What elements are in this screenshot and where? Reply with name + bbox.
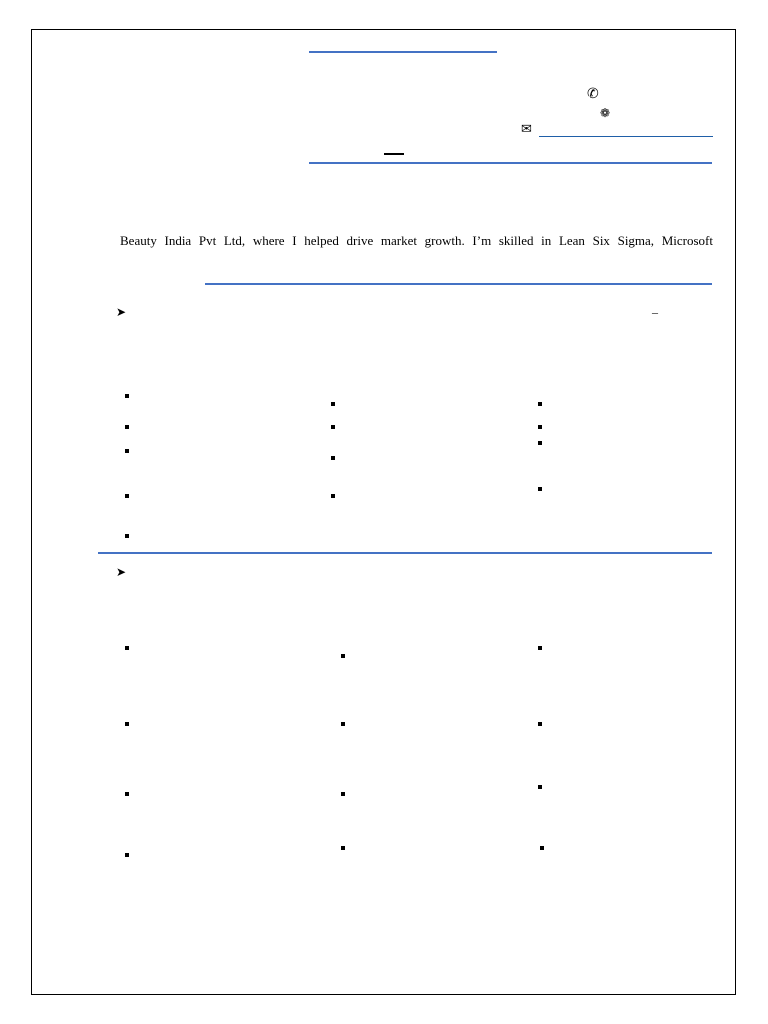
- bullet: [331, 425, 335, 429]
- bullet: [125, 792, 129, 796]
- email-link-underline[interactable]: [539, 136, 713, 137]
- header-top-rule: [309, 51, 497, 53]
- section-arrow-icon: ➤: [116, 305, 127, 319]
- section-rule: [98, 552, 712, 554]
- bullet: [341, 846, 345, 850]
- bullet: [341, 792, 345, 796]
- bullet: [331, 402, 335, 406]
- bullet: [540, 846, 544, 850]
- bullet: [538, 425, 542, 429]
- bullet: [538, 722, 542, 726]
- bullet: [125, 394, 129, 398]
- bullet: [538, 646, 542, 650]
- bullet: [538, 487, 542, 491]
- mobile-icon: ❁: [600, 106, 611, 120]
- section-arrow-icon: ➤: [116, 565, 127, 579]
- telephone-icon: ✆: [587, 87, 599, 102]
- bullet: [538, 441, 542, 445]
- dash-mark: –: [652, 305, 658, 319]
- bullet: [341, 722, 345, 726]
- summary-paragraph: Beauty India Pvt Ltd, where I helped drive market growth. I’m skilled in Lean Six Sigma, Microsoft: [120, 233, 713, 248]
- bullet: [125, 425, 129, 429]
- bullet: [331, 456, 335, 460]
- bullet: [331, 494, 335, 498]
- summary-rule: [205, 283, 712, 285]
- bullet: [125, 722, 129, 726]
- resume-page: [31, 29, 736, 995]
- small-dash-mark: [384, 153, 404, 155]
- bullet: [125, 853, 129, 857]
- bullet: [125, 449, 129, 453]
- bullet: [125, 646, 129, 650]
- bullet: [341, 654, 345, 658]
- bullet: [538, 402, 542, 406]
- bullet: [125, 494, 129, 498]
- envelope-icon: ✉: [521, 121, 532, 136]
- header-bottom-rule: [309, 162, 712, 164]
- bullet: [125, 534, 129, 538]
- bullet: [538, 785, 542, 789]
